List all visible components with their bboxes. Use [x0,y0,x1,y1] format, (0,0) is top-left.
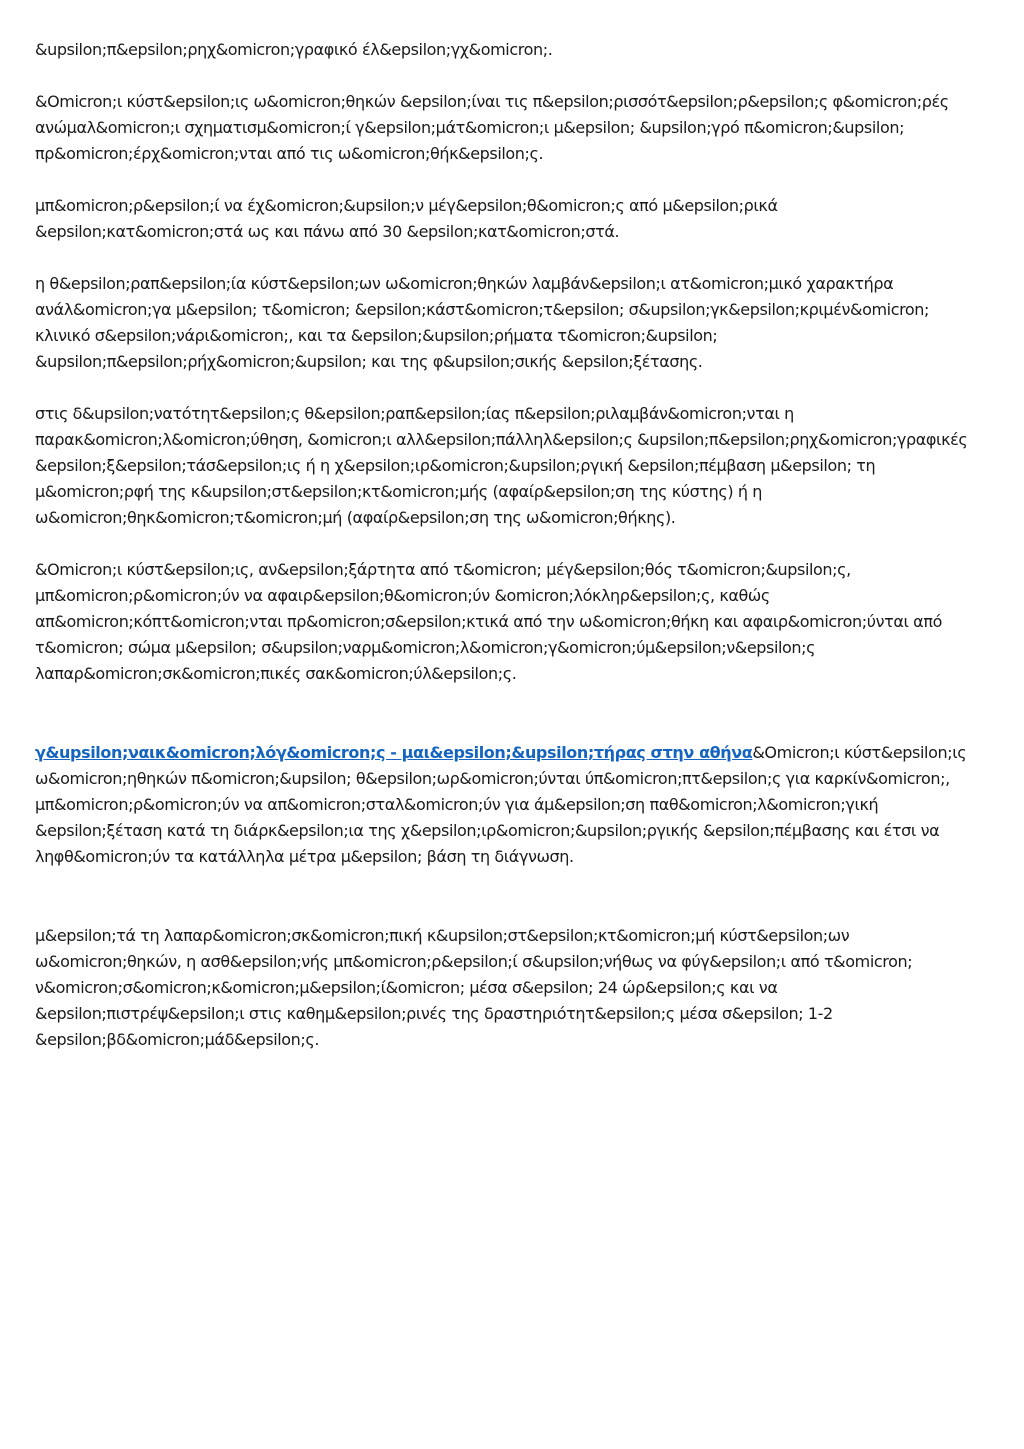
paragraph-treatment-options: στις δ&upsilon;νατότητ&epsilon;ς θ&epsilon;ραπ&epsilon;ίας π&epsilon;ριλαμβάν&omicron;νται η παρακ&omicron;λ&omicron;ύθηση, &omicron;ι αλλ&epsilon;πάλληλ&epsilon;ς &upsilon;π&epsilon;ρηχ&omicron;γραφικές &epsilon;ξ&epsilon;τάσ&epsilon;ις ή η χ&epsilon;ιρ&omicron;&upsilon;ργική &epsilon;πέμβαση μ&epsilon; τη μ&omicron;ρφή της κ&upsilon;στ&epsilon;κτ&omicron;μής (αφαίρ&epsilon;ση της κύστης) ή η ω&omicron;θηκ&omicron;τ&omicron;μή (αφαίρ&epsilon;ση της ω&omicron;θήκης). [35,404,968,527]
paragraph-treatment: η θ&epsilon;ραπ&epsilon;ία κύστ&epsilon;ων ω&omicron;θηκών λαμβάν&epsilon;ι ατ&omicron;μικό χαρακτήρα ανάλ&omicron;γα μ&epsilon; τ&omicron; &epsilon;κάστ&omicron;τ&epsilon; σ&upsilon;γκ&epsilon;κριμέν&omicron; κλινικό σ&epsilon;νάρι&omicron;, και τα &epsilon;&upsilon;ρήματα τ&omicron;&upsilon; &upsilon;π&epsilon;ρήχ&omicron;&upsilon; και της φ&upsilon;σικής &epsilon;ξέτασης. [35,274,930,371]
document-body [35,37,985,1053]
paragraph-intro: &upsilon;π&epsilon;ρηχ&omicron;γραφικό έλ&epsilon;γχ&omicron;. [35,40,553,59]
paragraph-cyst-removal: &Omicron;ι κύστ&epsilon;ις, αν&epsilon;ξάρτητα από τ&omicron; μέγ&epsilon;θός τ&omicron;&upsilon;ς, μπ&omicron;ρ&omicron;ύν να αφαιρ&epsilon;θ&omicron;ύν &omicron;λόκληρ&epsilon;ς, καθώς απ&omicron;κόπτ&omicron;νται πρ&omicron;σ&epsilon;κτικά από την ω&omicron;θήκη και αφαιρ&omicron;ύνται από τ&omicron; σώμα μ&epsilon; σ&upsilon;ναρμ&omicron;λ&omicron;γ&omicron;ύμ&epsilon;ν&epsilon;ς λαπαρ&omicron;σκ&omicron;πικές σακ&omicron;ύλ&epsilon;ς. [35,560,942,683]
paragraph-link-text: &Omicron;ι κύστ&epsilon;ις ω&omicron;ηθηκών π&omicron;&upsilon; θ&epsilon;ωρ&omicron;ύνται ύπ&omicron;πτ&epsilon;ς για καρκίν&omicron;, μπ&omicron;ρ&omicron;ύν να απ&omicron;σταλ&omicron;ύν για άμ&epsilon;ση παθ&omicron;λ&omicron;γική &epsilon;ξέταση κατά τη διάρκ&epsilon;ια της χ&epsilon;ιρ&omicron;&upsilon;ργικής &epsilon;πέμβασης και έτσι να ληφθ&omicron;ύν τα κατάλληλα μέτρα μ&epsilon; βάση τη διάγνωση. [35,743,967,866]
paragraph-with-link [35,740,985,870]
gynecologist-link[interactable]: γ&upsilon;ναικ&omicron;λόγ&omicron;ς - μαι&epsilon;&upsilon;τήρας στην αθήνα [35,743,753,762]
paragraph-recovery: μ&epsilon;τά τη λαπαρ&omicron;σκ&omicron;πική κ&upsilon;στ&epsilon;κτ&omicron;μή κύστ&epsilon;ων ω&omicron;θηκών, η ασθ&epsilon;νής μπ&omicron;ρ&epsilon;ί σ&upsilon;νήθως να φύγ&epsilon;ι από τ&omicron; ν&omicron;σ&omicron;κ&omicron;μ&epsilon;ί&omicron; μέσα σ&epsilon; 24 ώρ&epsilon;ς και να &epsilon;πιστρέψ&epsilon;ι στις καθημ&epsilon;ρινές της δραστηριότητ&epsilon;ς μέσα σ&epsilon; 1-2 &epsilon;βδ&omicron;μάδ&epsilon;ς. [35,926,913,1049]
paragraph-cyst-size: μπ&omicron;ρ&epsilon;ί να έχ&omicron;&upsilon;ν μέγ&epsilon;θ&omicron;ς από μ&epsilon;ρικά &epsilon;κατ&omicron;στά ως και πάνω από 30 &epsilon;κατ&omicron;στά. [35,196,778,241]
paragraph-cyst-definition: &Omicron;ι κύστ&epsilon;ις ω&omicron;θηκών &epsilon;ίναι τις π&epsilon;ρισσότ&epsilon;ρ&epsilon;ς φ&omicron;ρές ανώμαλ&omicron;ι σχηματισμ&omicron;ί γ&epsilon;μάτ&omicron;ι μ&epsilon; &upsilon;γρό π&omicron;&upsilon; πρ&omicron;έρχ&omicron;νται από τις ω&omicron;θήκ&epsilon;ς. [35,92,949,163]
